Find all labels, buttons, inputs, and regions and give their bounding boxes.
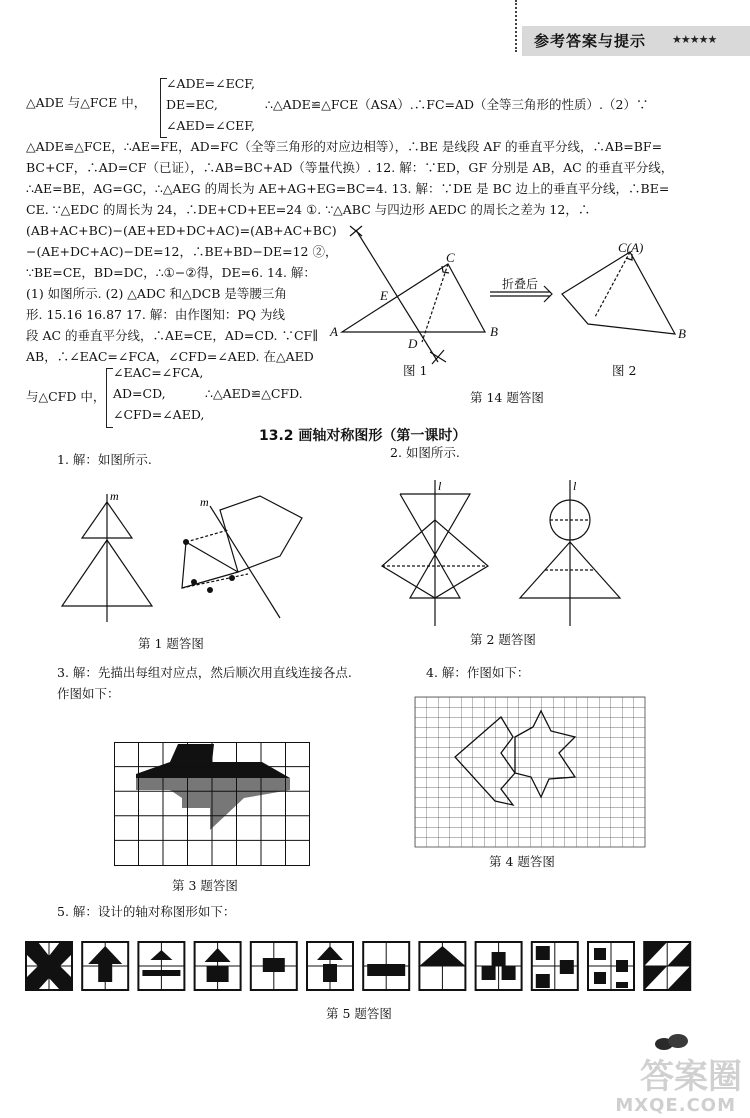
q3-caption: 第 3 题答图: [172, 878, 238, 893]
q5-tile: [138, 942, 184, 990]
q5-tile: [532, 942, 578, 990]
brace: [106, 368, 113, 428]
text-line: △ADE≌△FCE，∴AE=FE，AD=FC（全等三角形的对应边相等），∴BE 是线段 AF 的垂直平分线，∴AB=BF=: [26, 139, 663, 154]
text-line: ∠CFD=∠AED,: [113, 407, 205, 422]
text-line: ∠EAC=∠FCA,: [113, 365, 204, 380]
fig14-cap2: 图 2: [612, 363, 637, 378]
fig14-diagram: [330, 222, 700, 382]
text-line: (1) 如图所示. (2) △ADC 和△DCB 是等腰三角: [26, 286, 287, 301]
label-e: E: [380, 288, 388, 303]
q4-caption: 第 4 题答图: [489, 854, 555, 869]
q4-grid-figure: [415, 697, 645, 847]
header-stars: ★★★★★: [672, 33, 717, 46]
text-line: (AB+AC+BC)−(AE+ED+DC+AC)=(AB+AC+BC): [26, 223, 337, 238]
q2-intro: 2. 如图所示.: [390, 445, 460, 460]
q5-tile: [363, 942, 409, 990]
q5-tile: [195, 942, 241, 990]
q2-label-l: l: [438, 479, 442, 493]
q1-label-m2: m: [200, 495, 209, 509]
label-d: D: [408, 336, 418, 351]
text-line: ∴AE=BE，AG=GC，∴△AEG 的周长为 AE+AG+EG=BC=4. 13. 解：∵DE 是 BC 边上的垂直平分线，∴BE=: [26, 181, 670, 196]
q5-caption: 第 5 题答图: [326, 1006, 392, 1021]
q1-figure: [60, 490, 320, 630]
q5-tile: [476, 942, 522, 990]
label-ca: C(A): [618, 240, 644, 255]
q5-tile: [251, 942, 297, 990]
q3-intro2: 作图如下：: [57, 686, 120, 701]
watermark-url: MXQE.COM: [615, 1095, 736, 1116]
q5-intro: 5. 解：设计的轴对称图形如下：: [57, 904, 236, 919]
text-line: △ADE 与△FCE 中，: [26, 95, 147, 110]
text-line: AB，∴∠EAC=∠FCA，∠CFD=∠AED. 在△AED: [26, 349, 314, 364]
text-line: DE=EC,: [166, 97, 218, 112]
label-a: A: [330, 324, 338, 339]
perpendicular-bisector: [356, 230, 438, 362]
q5-tile: [26, 942, 72, 990]
text-line: −(AE+DC+AC)−DE=12，∴BE+BD−DE=12 ②，: [26, 244, 338, 259]
text-line: ∵BE=CE，BD=DC，∴①−②得，DE=6. 14. 解：: [26, 265, 316, 280]
fold-line: [422, 264, 448, 342]
text-line: ∴△AED≌△CFD.: [205, 386, 303, 401]
text-line: 段 AC 的垂直平分线，∴AE=CE，AD=CD. ∵CF∥: [26, 328, 318, 343]
q5-tile: [419, 942, 465, 990]
fold-label: 折叠后: [502, 277, 539, 291]
text-line: CE. ∵△EDC 的周长为 24，∴DE+CD+EE=24 ①. ∵△ABC 与四边形 AEDC 的周长之差为 12，∴: [26, 202, 591, 217]
q4-intro: 4. 解：作图如下：: [426, 665, 530, 680]
text-line: ∠AED=∠CEF,: [166, 118, 255, 133]
q2-figure: [380, 480, 660, 630]
section-title: 13.2 画轴对称图形（第一课时）: [259, 428, 467, 444]
text-line: 形. 15.16 16.87 17. 解：由作图知：PQ 为线: [26, 307, 285, 322]
label-b2: B: [678, 326, 686, 341]
label-c: C: [446, 250, 455, 265]
text-line: ∴△ADE≌△FCE（ASA）.∴FC=AD（全等三角形的性质）.（2）∵: [265, 97, 649, 112]
header-title: 参考答案与提示: [534, 32, 647, 50]
text-line: BC+CF，∴AD=CF（已证），∴AB=BC+AD（等量代换）. 12. 解：∵ED，GF 分别是 AB，AC 的垂直平分线，: [26, 160, 674, 175]
q5-tile: [82, 942, 128, 990]
text-line: ∠ADE=∠ECF,: [166, 76, 255, 91]
q2-caption: 第 2 题答图: [470, 632, 536, 647]
q1-caption: 第 1 题答图: [138, 636, 204, 651]
q2-label-l2: l: [573, 479, 577, 493]
q5-tile: [588, 942, 634, 990]
fig14-caption: 第 14 题答图: [470, 390, 544, 405]
q3-grid-figure: [114, 742, 310, 866]
header-divider: [515, 0, 517, 52]
q5-tile: [644, 942, 690, 990]
folded-shape: [562, 252, 675, 334]
text-line: 与△CFD 中，: [26, 389, 106, 404]
fig14-cap1: 图 1: [403, 363, 428, 378]
watermark-logo: 答案圈: [640, 1057, 742, 1097]
q3-intro1: 3. 解：先描出每组对应点，然后顺次用直线连接各点.: [57, 665, 352, 680]
label-b: B: [490, 324, 498, 339]
q1-label-m: m: [110, 489, 119, 503]
q1-intro: 1. 解：如图所示.: [57, 452, 152, 467]
q5-tile: [307, 942, 353, 990]
q5-tiles: [26, 938, 708, 994]
text-line: AD=CD,: [113, 386, 166, 401]
